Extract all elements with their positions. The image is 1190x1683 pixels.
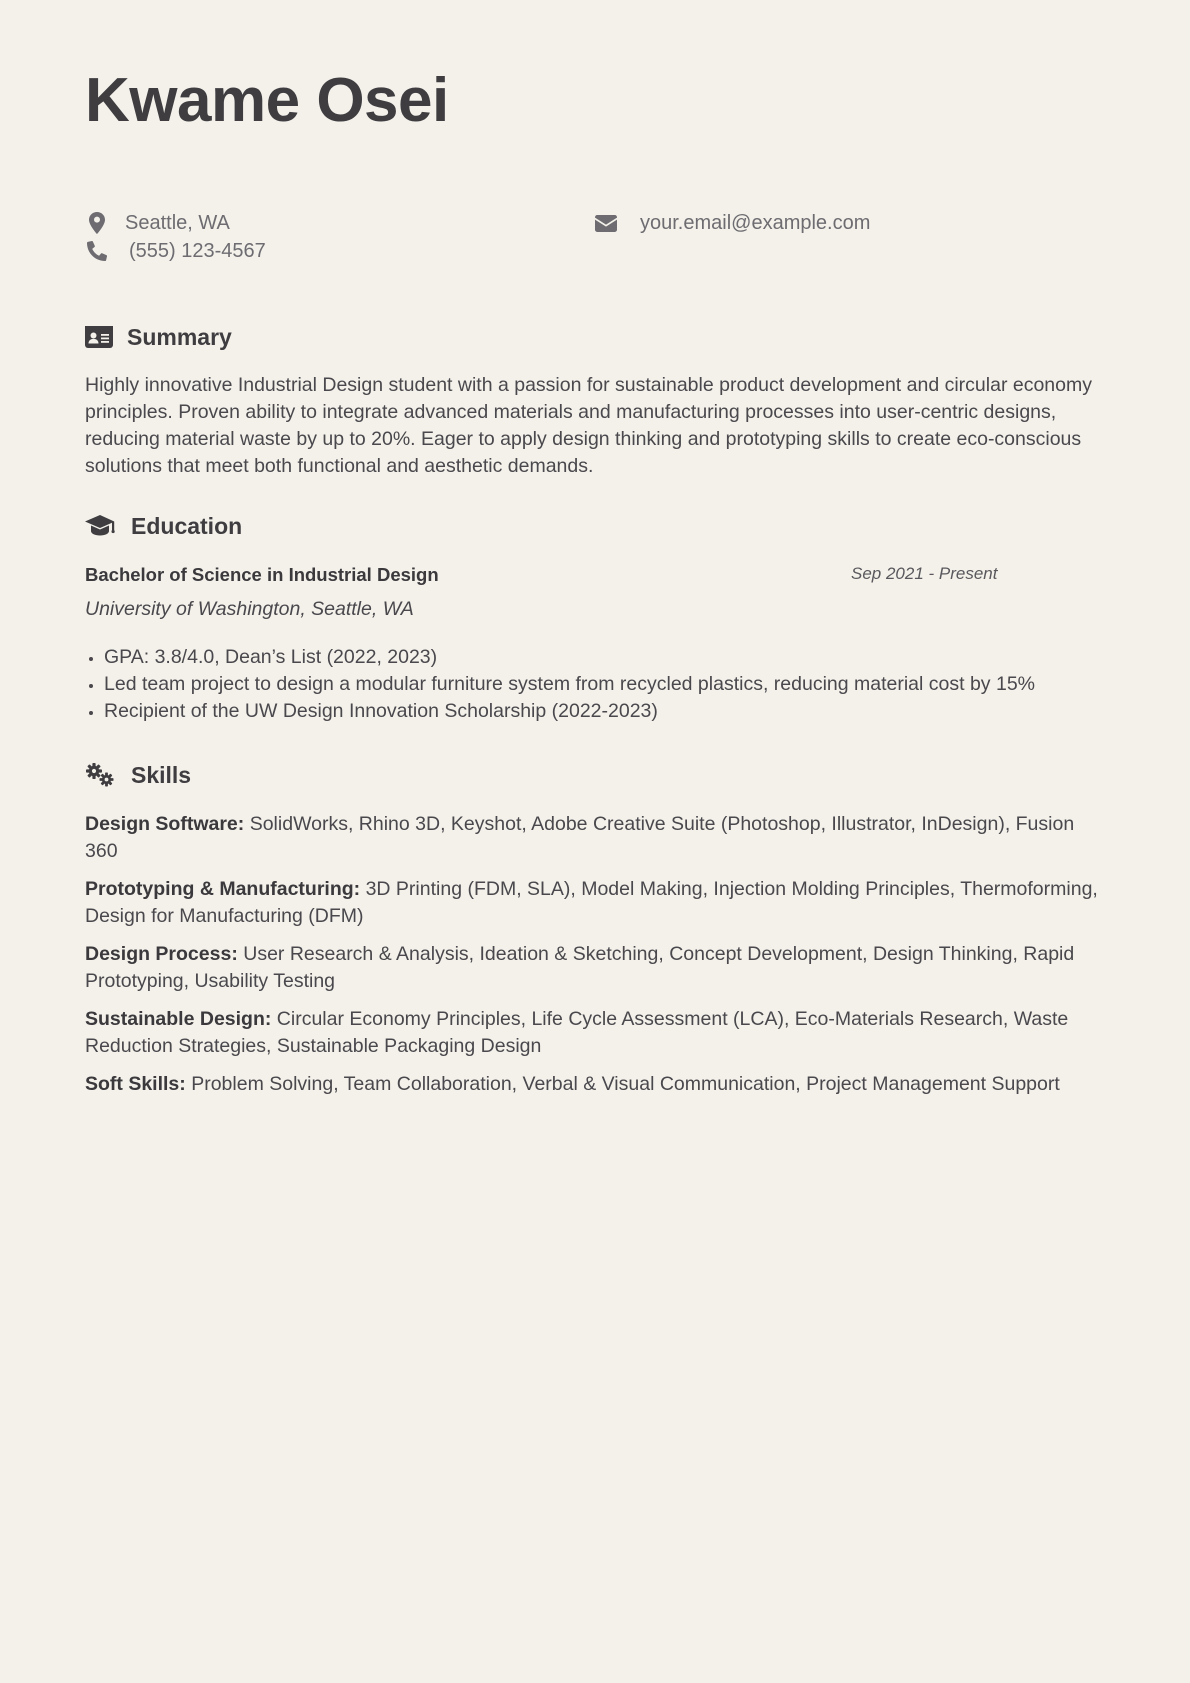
skill-label: Design Process: <box>85 943 238 965</box>
graduation-cap-icon <box>85 512 115 540</box>
skill-value: 3D Printing (FDM, SLA), Model Making, Injection Molding Principles, Thermoforming, Design for Manufacturing (DFM) <box>85 878 1098 927</box>
skill-row-soft-skills <box>85 1071 1105 1098</box>
education-bullet-list <box>85 644 1105 725</box>
skill-row-prototyping <box>85 876 1105 930</box>
section-summary-heading <box>85 322 232 352</box>
cogs-icon <box>85 761 115 789</box>
skill-label: Sustainable Design: <box>85 1008 272 1030</box>
skill-value: User Research & Analysis, Ideation & Sketching, Concept Development, Design Thinking, Rapid Prototyping, Usability Testing <box>85 943 1075 992</box>
skill-label: Soft Skills: <box>85 1073 186 1095</box>
degree-title: Bachelor of Science in Industrial Design <box>85 564 439 585</box>
contact-info <box>85 210 1105 270</box>
phone-text: (555) 123-4567 <box>129 239 266 262</box>
summary-heading-text: Summary <box>127 323 232 350</box>
map-marker-icon <box>85 211 109 235</box>
contact-phone <box>85 238 266 264</box>
id-card-icon <box>85 323 115 351</box>
skill-label: Design Software: <box>85 813 245 835</box>
skill-row-sustainable-design <box>85 1006 1105 1060</box>
contact-email[interactable] <box>594 210 870 236</box>
list-item: • GPA: 3.8/4.0, Dean’s List (2022, 2023) <box>104 644 1105 671</box>
skill-value: SolidWorks, Rhino 3D, Keyshot, Adobe Creative Suite (Photoshop, Illustrator, InDesign), Fusion 360 <box>85 813 1075 862</box>
skills-heading-text: Skills <box>131 761 192 788</box>
skill-row-design-process <box>85 941 1105 995</box>
skill-label: Prototyping & Manufacturing: <box>85 878 361 900</box>
summary-paragraph: Highly innovative Industrial Design student with a passion for sustainable product development and circular economy principles. Proven ability to integrate advanced materials and manufacturing processes into user-centric designs, reducing material waste by up to 20%. Eager to apply design thinking and prototyping skills to create eco-conscious solutions that meet both functional and aesthetic demands. <box>85 374 1092 477</box>
degree-dates: Sep 2021 - Present <box>851 564 998 583</box>
phone-icon <box>85 239 109 263</box>
envelope-icon <box>594 211 618 235</box>
skill-value: Circular Economy Principles, Life Cycle Assessment (LCA), Eco-Materials Research, Waste Reduction Strategies, Sustainable Packaging Design <box>85 1008 1069 1057</box>
candidate-name: Kwame Osei <box>85 66 449 135</box>
email-text[interactable]: your.email@example.com <box>640 211 871 234</box>
education-heading-text: Education <box>131 512 243 539</box>
section-education-heading <box>85 511 242 541</box>
skill-value: Problem Solving, Team Collaboration, Verbal & Visual Communication, Project Management Support <box>191 1073 1060 1095</box>
contact-location <box>85 210 230 236</box>
school-name: University of Washington, Seattle, WA <box>85 598 414 620</box>
list-item: • Led team project to design a modular furniture system from recycled plastics, reducing material cost by 15% <box>104 671 1105 698</box>
section-skills-heading <box>85 760 191 790</box>
location-text: Seattle, WA <box>125 211 230 234</box>
skills-list <box>85 811 1105 1109</box>
list-item: • Recipient of the UW Design Innovation Scholarship (2022-2023) <box>104 698 1105 725</box>
skill-row-design-software <box>85 811 1105 865</box>
